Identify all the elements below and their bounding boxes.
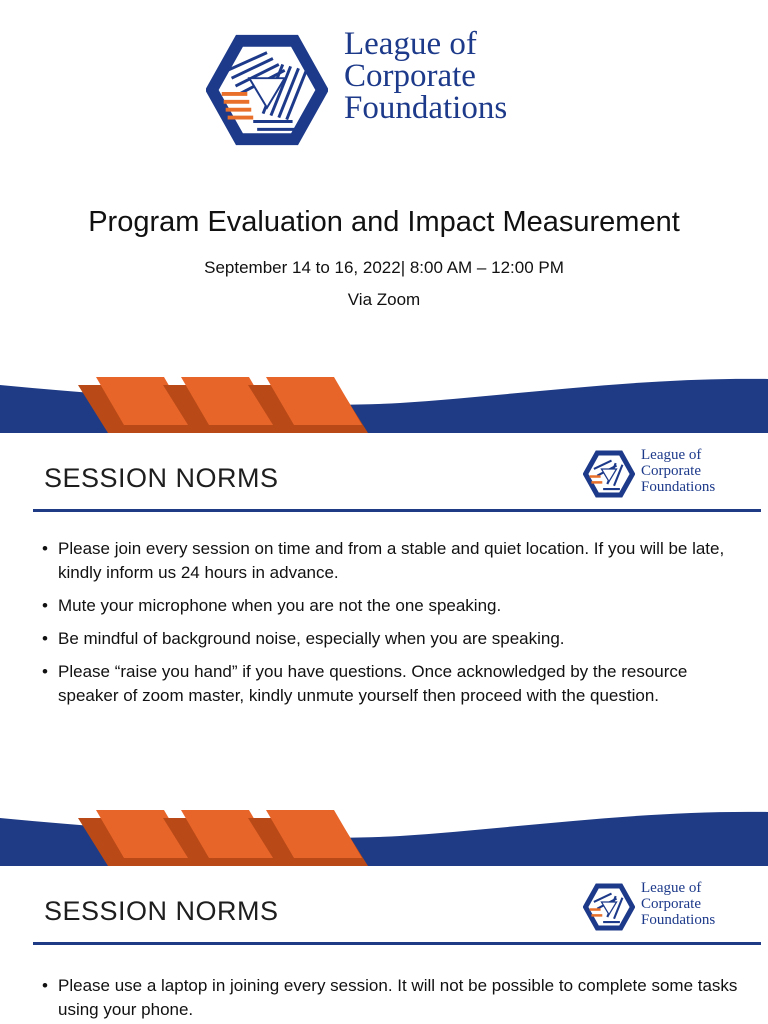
list-item: • Be mindful of background noise, especially when you are speaking.	[40, 627, 740, 651]
event-date-time: September 14 to 16, 2022| 8:00 AM – 12:00 PM	[204, 258, 564, 277]
logo-line-1: League of	[641, 880, 702, 896]
bullet-icon: •	[42, 596, 48, 615]
event-venue: Via Zoom	[347, 290, 421, 309]
logo-line-2: Corporate	[641, 896, 701, 912]
bullet-icon: •	[42, 662, 48, 681]
cover-slide	[0, 0, 768, 433]
heading-divider	[33, 509, 761, 512]
logo-line-3: Foundations	[641, 912, 716, 928]
logo-line-3: Foundations	[344, 90, 508, 126]
session-norms-slide-2	[0, 866, 768, 1024]
bullet-icon: •	[42, 629, 48, 648]
list-item: • Please use a laptop in joining every session. It will not be possible to complete some tasks using your phone.	[42, 976, 738, 1019]
logo-line-1: League of	[641, 447, 702, 463]
session-norms-slide-1	[0, 433, 768, 866]
hexagon-emblem-icon	[206, 32, 328, 148]
bullet-icon: •	[42, 976, 48, 995]
list-item: • Mute your microphone when you are not the one speaking.	[40, 594, 740, 618]
decorative-wave-banner	[0, 377, 768, 433]
league-logo-small	[583, 447, 753, 503]
norms-list	[40, 974, 740, 1024]
logo-line-1: League of	[344, 26, 477, 62]
bullet-icon: •	[42, 539, 48, 558]
logo-line-2: Corporate	[344, 58, 476, 94]
logo-wordmark	[641, 447, 715, 495]
league-logo	[206, 28, 546, 152]
list-item: • Please “raise you hand” if you have questions. Once acknowledged by the resource speaker of zoom master, kindly unmute yourself then proceed with the question.	[42, 662, 688, 705]
hexagon-emblem-icon	[583, 449, 635, 499]
logo-wordmark	[344, 28, 507, 124]
slide-heading: SESSION NORMS	[44, 463, 279, 493]
slide-heading: SESSION NORMS	[44, 896, 279, 926]
logo-line-2: Corporate	[641, 463, 701, 479]
league-logo-small	[583, 880, 753, 936]
heading-divider	[33, 942, 761, 945]
logo-line-3: Foundations	[641, 479, 716, 495]
hexagon-emblem-icon	[583, 882, 635, 932]
norms-list	[40, 537, 740, 717]
page-title: Program Evaluation and Impact Measurement	[88, 206, 680, 238]
list-item: • Please join every session on time and from a stable and quiet location. If you will be late, kindly inform us 24 hours in advance.	[42, 539, 725, 582]
decorative-wave-banner	[0, 810, 768, 866]
logo-wordmark	[641, 880, 715, 928]
